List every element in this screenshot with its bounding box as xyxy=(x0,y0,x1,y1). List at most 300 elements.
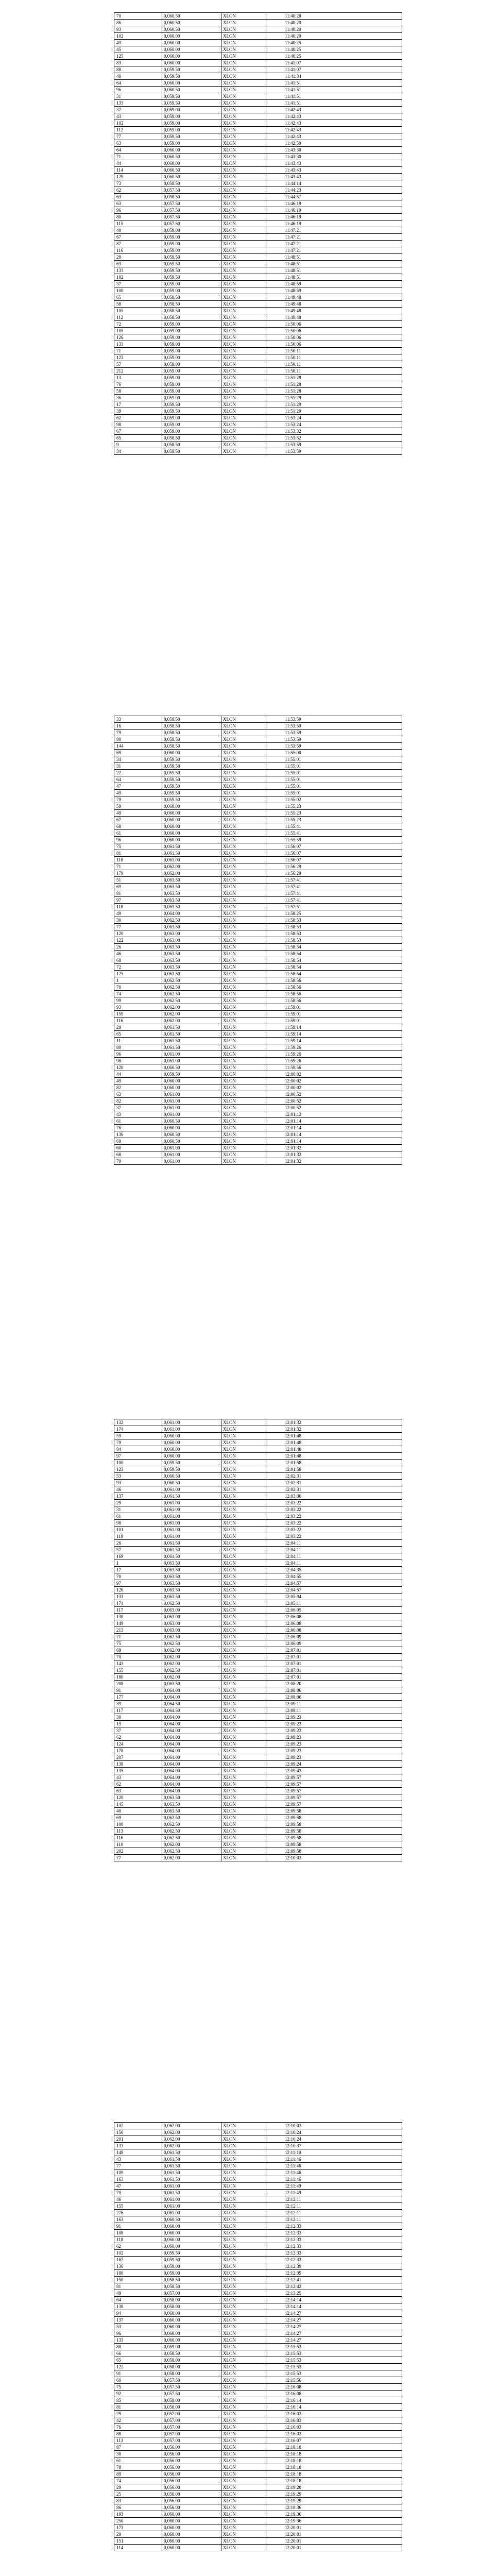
volume-cell: 74 xyxy=(114,991,162,997)
price-cell: 0,059.00 xyxy=(162,334,221,341)
volume-cell: 102 xyxy=(114,2250,162,2257)
time-cell: 12:12:33 xyxy=(266,2223,402,2230)
volume-cell: 118 xyxy=(114,857,162,863)
venue-cell: XLON xyxy=(221,53,266,60)
venue-cell: XLON xyxy=(221,1815,266,1821)
price-cell: 0,058.00 xyxy=(162,2397,221,2404)
time-cell: 11:56:29 xyxy=(266,870,402,877)
table-row xyxy=(114,1808,402,1815)
time-cell: 12:08:06 xyxy=(266,1694,402,1701)
table-row xyxy=(114,904,402,910)
venue-cell: XLON xyxy=(221,435,266,442)
time-cell: 12:01:14 xyxy=(266,1118,402,1125)
volume-cell: 29 xyxy=(114,2411,162,2417)
venue-cell: XLON xyxy=(221,2257,266,2263)
trades-body xyxy=(114,716,402,1165)
time-cell: 12:01:14 xyxy=(266,1131,402,1138)
price-cell: 0,059.50 xyxy=(162,763,221,770)
time-cell: 12:12:11 xyxy=(266,2203,402,2210)
venue-cell: XLON xyxy=(221,214,266,221)
price-cell: 0,062.00 xyxy=(162,2136,221,2143)
table-row xyxy=(114,2230,402,2236)
volume-cell: 99 xyxy=(114,997,162,1004)
table-row xyxy=(114,2417,402,2424)
venue-cell: XLON xyxy=(221,1453,266,1460)
table-row xyxy=(114,2163,402,2170)
time-cell: 11:55:01 xyxy=(266,756,402,763)
time-cell: 12:04:11 xyxy=(266,1540,402,1547)
price-cell: 0,060.00 xyxy=(162,803,221,810)
venue-cell: XLON xyxy=(221,830,266,837)
price-cell: 0,059.00 xyxy=(162,113,221,120)
volume-cell: 69 xyxy=(114,750,162,756)
venue-cell: XLON xyxy=(221,2424,266,2431)
table-row xyxy=(114,1594,402,1600)
venue-cell: XLON xyxy=(221,2203,266,2210)
time-cell: 11:51:28 xyxy=(266,381,402,388)
volume-cell: 98 xyxy=(114,421,162,428)
venue-cell: XLON xyxy=(221,1513,266,1520)
table-row xyxy=(114,723,402,730)
venue-cell: XLON xyxy=(221,2370,266,2377)
volume-cell: 173 xyxy=(114,2524,162,2531)
table-row xyxy=(114,1654,402,1660)
time-cell: 11:43:30 xyxy=(266,147,402,154)
venue-cell: XLON xyxy=(221,1788,266,1794)
volume-cell: 114 xyxy=(114,167,162,174)
time-cell: 11:42:43 xyxy=(266,113,402,120)
table-row xyxy=(114,194,402,200)
venue-cell: XLON xyxy=(221,2317,266,2324)
price-cell: 0,056.00 xyxy=(162,2504,221,2511)
time-cell: 12:09:58 xyxy=(266,1808,402,1815)
price-cell: 0,059.00 xyxy=(162,415,221,421)
venue-cell: XLON xyxy=(221,1533,266,1540)
volume-cell: 212 xyxy=(114,368,162,375)
venue-cell: XLON xyxy=(221,241,266,247)
time-cell: 11:53:52 xyxy=(266,435,402,442)
table-row xyxy=(114,2424,402,2431)
volume-cell: 84 xyxy=(114,1446,162,1453)
volume-cell: 43 xyxy=(114,2156,162,2163)
time-cell: 12:01:14 xyxy=(266,1125,402,1131)
price-cell: 0,063.00 xyxy=(162,937,221,944)
volume-cell: 77 xyxy=(114,2163,162,2170)
table-row xyxy=(114,977,402,984)
venue-cell: XLON xyxy=(221,817,266,823)
time-cell: 12:15:53 xyxy=(266,2364,402,2370)
time-cell: 11:41:51 xyxy=(266,93,402,100)
time-cell: 12:04:55 xyxy=(266,1573,402,1580)
price-cell: 0,062.00 xyxy=(162,1855,221,1861)
table-row xyxy=(114,1748,402,1754)
volume-cell: 118 xyxy=(114,904,162,910)
table-row xyxy=(114,2404,402,2411)
table-row xyxy=(114,2391,402,2397)
time-cell: 11:44:57 xyxy=(266,194,402,200)
table-row xyxy=(114,830,402,837)
table-row xyxy=(114,1801,402,1808)
time-cell: 11:55:00 xyxy=(266,750,402,756)
time-cell: 11:48:59 xyxy=(266,281,402,287)
time-cell: 11:58:54 xyxy=(266,957,402,964)
time-cell: 11:55:01 xyxy=(266,763,402,770)
price-cell: 0,064.00 xyxy=(162,1721,221,1727)
table-row xyxy=(114,1707,402,1714)
venue-cell: XLON xyxy=(221,884,266,890)
volume-cell: 1 xyxy=(114,977,162,984)
volume-cell: 53 xyxy=(114,1473,162,1480)
time-cell: 11:55:59 xyxy=(266,837,402,843)
price-cell: 0,062.50 xyxy=(162,984,221,991)
table-row xyxy=(114,2471,402,2478)
volume-cell: 44 xyxy=(114,1071,162,1078)
time-cell: 11:47:21 xyxy=(266,241,402,247)
volume-cell: 37 xyxy=(114,1727,162,1734)
price-cell: 0,059.50 xyxy=(162,783,221,790)
time-cell: 12:16:08 xyxy=(266,2384,402,2391)
volume-cell: 63 xyxy=(114,194,162,200)
price-cell: 0,059.00 xyxy=(162,328,221,334)
table-row xyxy=(114,2156,402,2163)
time-cell: 12:12:33 xyxy=(266,2257,402,2263)
price-cell: 0,063.50 xyxy=(162,1560,221,1567)
table-row xyxy=(114,241,402,247)
venue-cell: XLON xyxy=(221,154,266,160)
table-row xyxy=(114,2136,402,2143)
time-cell: 11:57:41 xyxy=(266,890,402,897)
venue-cell: XLON xyxy=(221,2545,266,2551)
volume-cell: 133 xyxy=(114,2143,162,2149)
time-cell: 11:56:07 xyxy=(266,850,402,857)
time-cell: 11:42:43 xyxy=(266,107,402,113)
venue-cell: XLON xyxy=(221,1654,266,1660)
volume-cell: 123 xyxy=(114,1466,162,1473)
price-cell: 0,060.00 xyxy=(162,1439,221,1446)
venue-cell: XLON xyxy=(221,1091,266,1098)
price-cell: 0,064.00 xyxy=(162,1687,221,1694)
time-cell: 12:16:03 xyxy=(266,2431,402,2437)
volume-cell: 60 xyxy=(114,2377,162,2384)
venue-cell: XLON xyxy=(221,180,266,187)
price-cell: 0,061.50 xyxy=(162,1031,221,1038)
price-cell: 0,063.50 xyxy=(162,890,221,897)
time-cell: 11:59:26 xyxy=(266,1044,402,1051)
venue-cell: XLON xyxy=(221,1426,266,1433)
venue-cell: XLON xyxy=(221,1821,266,1828)
price-cell: 0,061.00 xyxy=(162,2183,221,2190)
time-cell: 12:19:36 xyxy=(266,2518,402,2524)
venue-cell: XLON xyxy=(221,2230,266,2236)
volume-cell: 59 xyxy=(114,803,162,810)
table-row xyxy=(114,770,402,776)
volume-cell: 193 xyxy=(114,2511,162,2518)
volume-cell: 69 xyxy=(114,884,162,890)
table-row xyxy=(114,33,402,40)
time-cell: 11:59:14 xyxy=(266,1024,402,1031)
table-row xyxy=(114,26,402,33)
table-row xyxy=(114,1794,402,1801)
venue-cell: XLON xyxy=(221,2478,266,2484)
table-row xyxy=(114,2384,402,2391)
venue-cell: XLON xyxy=(221,274,266,281)
price-cell: 0,060.00 xyxy=(162,147,221,154)
price-cell: 0,060.00 xyxy=(162,830,221,837)
volume-cell: 33 xyxy=(114,716,162,723)
price-cell: 0,056.00 xyxy=(162,2444,221,2451)
table-row xyxy=(114,261,402,267)
venue-cell: XLON xyxy=(221,2524,266,2531)
volume-cell: 202 xyxy=(114,1848,162,1855)
price-cell: 0,059.00 xyxy=(162,2344,221,2350)
price-cell: 0,058.50 xyxy=(162,2277,221,2283)
time-cell: 11:55:41 xyxy=(266,830,402,837)
price-cell: 0,060.00 xyxy=(162,40,221,46)
time-cell: 11:42:50 xyxy=(266,140,402,147)
table-row xyxy=(114,348,402,354)
table-row xyxy=(114,1506,402,1513)
time-cell: 11:40:25 xyxy=(266,40,402,46)
venue-cell: XLON xyxy=(221,2538,266,2545)
price-cell: 0,061.00 xyxy=(162,1051,221,1058)
venue-cell: XLON xyxy=(221,2290,266,2297)
venue-cell: XLON xyxy=(221,857,266,863)
table-row xyxy=(114,2337,402,2344)
price-cell: 0,062.50 xyxy=(162,977,221,984)
price-cell: 0,062.00 xyxy=(162,870,221,877)
time-cell: 12:14:27 xyxy=(266,2324,402,2330)
time-cell: 12:01:14 xyxy=(266,1138,402,1145)
table-row xyxy=(114,817,402,823)
time-cell: 12:16:14 xyxy=(266,2397,402,2404)
venue-cell: XLON xyxy=(221,227,266,234)
trades-table-2 xyxy=(114,716,402,1165)
time-cell: 12:07:01 xyxy=(266,1674,402,1681)
table-row xyxy=(114,997,402,1004)
volume-cell: 91 xyxy=(114,2370,162,2377)
table-row xyxy=(114,1118,402,1125)
table-row xyxy=(114,120,402,127)
table-row xyxy=(114,2531,402,2538)
volume-cell: 40 xyxy=(114,1808,162,1815)
venue-cell: XLON xyxy=(221,1841,266,1848)
time-cell: 12:04:57 xyxy=(266,1580,402,1587)
price-cell: 0,061.00 xyxy=(162,1426,221,1433)
time-cell: 11:53:32 xyxy=(266,428,402,435)
volume-cell: 83 xyxy=(114,2498,162,2504)
price-cell: 0,059.00 xyxy=(162,381,221,388)
price-cell: 0,059.00 xyxy=(162,388,221,395)
venue-cell: XLON xyxy=(221,1741,266,1748)
price-cell: 0,060.00 xyxy=(162,2518,221,2524)
price-cell: 0,062.00 xyxy=(162,1660,221,1667)
price-cell: 0,060.00 xyxy=(162,2538,221,2545)
price-cell: 0,060.00 xyxy=(162,1084,221,1091)
time-cell: 12:09:58 xyxy=(266,1821,402,1828)
table-row xyxy=(114,1828,402,1835)
venue-cell: XLON xyxy=(221,736,266,743)
volume-cell: 123 xyxy=(114,354,162,361)
table-row xyxy=(114,1460,402,1466)
time-cell: 12:19:36 xyxy=(266,2511,402,2518)
volume-cell: 69 xyxy=(114,1815,162,1821)
time-cell: 11:40:25 xyxy=(266,53,402,60)
time-cell: 12:18:18 xyxy=(266,2471,402,2478)
volume-cell: 70 xyxy=(114,1573,162,1580)
volume-cell: 29 xyxy=(114,1024,162,1031)
table-row xyxy=(114,796,402,803)
price-cell: 0,063.50 xyxy=(162,951,221,957)
venue-cell: XLON xyxy=(221,2263,266,2270)
price-cell: 0,060.00 xyxy=(162,2317,221,2324)
venue-cell: XLON xyxy=(221,1647,266,1654)
time-cell: 11:48:51 xyxy=(266,261,402,267)
venue-cell: XLON xyxy=(221,1835,266,1841)
table-row xyxy=(114,1734,402,1741)
price-cell: 0,061.50 xyxy=(162,850,221,857)
time-cell: 12:03:22 xyxy=(266,1500,402,1506)
table-row xyxy=(114,964,402,971)
venue-cell: XLON xyxy=(221,2136,266,2143)
volume-cell: 49 xyxy=(114,810,162,817)
table-row xyxy=(114,401,402,408)
table-row xyxy=(114,1841,402,1848)
volume-cell: 59 xyxy=(114,1433,162,1439)
time-cell: 12:09:58 xyxy=(266,1835,402,1841)
venue-cell: XLON xyxy=(221,2384,266,2391)
venue-cell: XLON xyxy=(221,107,266,113)
time-cell: 12:01:12 xyxy=(266,1111,402,1118)
venue-cell: XLON xyxy=(221,120,266,127)
price-cell: 0,060.00 xyxy=(162,2236,221,2243)
time-cell: 12:09:57 xyxy=(266,1781,402,1788)
table-row xyxy=(114,13,402,20)
volume-cell: 65 xyxy=(114,435,162,442)
table-row xyxy=(114,2270,402,2277)
venue-cell: XLON xyxy=(221,843,266,850)
venue-cell: XLON xyxy=(221,187,266,194)
venue-cell: XLON xyxy=(221,60,266,66)
volume-cell: 93 xyxy=(114,1480,162,1486)
venue-cell: XLON xyxy=(221,730,266,736)
volume-cell: 47 xyxy=(114,783,162,790)
volume-cell: 46 xyxy=(114,951,162,957)
venue-cell: XLON xyxy=(221,1138,266,1145)
table-row xyxy=(114,1064,402,1071)
venue-cell: XLON xyxy=(221,2283,266,2290)
table-row xyxy=(114,2524,402,2531)
table-row xyxy=(114,321,402,328)
price-cell: 0,062.50 xyxy=(162,1667,221,1674)
venue-cell: XLON xyxy=(221,750,266,756)
volume-cell: 87 xyxy=(114,2444,162,2451)
price-cell: 0,058.50 xyxy=(162,301,221,308)
table-row xyxy=(114,147,402,154)
venue-cell: XLON xyxy=(221,2431,266,2437)
venue-cell: XLON xyxy=(221,2484,266,2491)
volume-cell: 135 xyxy=(114,1768,162,1774)
venue-cell: XLON xyxy=(221,314,266,321)
time-cell: 12:12:39 xyxy=(266,2270,402,2277)
table-row xyxy=(114,287,402,294)
volume-cell: 86 xyxy=(114,2504,162,2511)
volume-cell: 276 xyxy=(114,2210,162,2216)
venue-cell: XLON xyxy=(221,1567,266,1573)
price-cell: 0,063.50 xyxy=(162,964,221,971)
volume-cell: 97 xyxy=(114,1453,162,1460)
price-cell: 0,059.50 xyxy=(162,274,221,281)
venue-cell: XLON xyxy=(221,294,266,301)
volume-cell: 31 xyxy=(114,93,162,100)
time-cell: 11:51:29 xyxy=(266,395,402,401)
venue-cell: XLON xyxy=(221,2377,266,2384)
volume-cell: 63 xyxy=(114,140,162,147)
volume-cell: 74 xyxy=(114,2478,162,2484)
venue-cell: XLON xyxy=(221,194,266,200)
volume-cell: 83 xyxy=(114,60,162,66)
venue-cell: XLON xyxy=(221,1480,266,1486)
price-cell: 0,059.00 xyxy=(162,354,221,361)
volume-cell: 125 xyxy=(114,971,162,977)
volume-cell: 155 xyxy=(114,1667,162,1674)
volume-cell: 81 xyxy=(114,2283,162,2290)
time-cell: 12:09:43 xyxy=(266,1768,402,1774)
volume-cell: 31 xyxy=(114,763,162,770)
volume-cell: 61 xyxy=(114,2458,162,2464)
volume-cell: 43 xyxy=(114,1774,162,1781)
time-cell: 11:40:20 xyxy=(266,13,402,20)
venue-cell: XLON xyxy=(221,1587,266,1594)
venue-cell: XLON xyxy=(221,1439,266,1446)
volume-cell: 81 xyxy=(114,2404,162,2411)
volume-cell: 29 xyxy=(114,1500,162,1506)
price-cell: 0,064.00 xyxy=(162,1714,221,1721)
time-cell: 11:51:29 xyxy=(266,401,402,408)
price-cell: 0,061.00 xyxy=(162,1520,221,1527)
volume-cell: 11 xyxy=(114,1038,162,1044)
time-cell: 12:11:49 xyxy=(266,2183,402,2190)
venue-cell: XLON xyxy=(221,2337,266,2344)
time-cell: 12:10:03 xyxy=(266,2123,402,2129)
time-cell: 12:16:03 xyxy=(266,2411,402,2417)
volume-cell: 64 xyxy=(114,2297,162,2303)
price-cell: 0,061.50 xyxy=(162,2156,221,2163)
time-cell: 12:09:23 xyxy=(266,1748,402,1754)
venue-cell: XLON xyxy=(221,2458,266,2464)
volume-cell: 40 xyxy=(114,227,162,234)
table-row xyxy=(114,2431,402,2437)
table-row xyxy=(114,2350,402,2357)
table-row xyxy=(114,214,402,221)
volume-cell: 136 xyxy=(114,2263,162,2270)
table-row xyxy=(114,2216,402,2223)
volume-cell: 169 xyxy=(114,1553,162,1560)
venue-cell: XLON xyxy=(221,2236,266,2243)
venue-cell: XLON xyxy=(221,1614,266,1620)
volume-cell: 80 xyxy=(114,736,162,743)
volume-cell: 77 xyxy=(114,924,162,930)
table-row xyxy=(114,1855,402,1861)
trades-body xyxy=(114,2123,402,2551)
table-row xyxy=(114,1553,402,1560)
venue-cell: XLON xyxy=(221,1634,266,1640)
venue-cell: XLON xyxy=(221,2491,266,2498)
volume-cell: 62 xyxy=(114,187,162,194)
price-cell: 0,059.00 xyxy=(162,247,221,254)
time-cell: 11:58:54 xyxy=(266,971,402,977)
venue-cell: XLON xyxy=(221,1044,266,1051)
volume-cell: 148 xyxy=(114,2149,162,2156)
